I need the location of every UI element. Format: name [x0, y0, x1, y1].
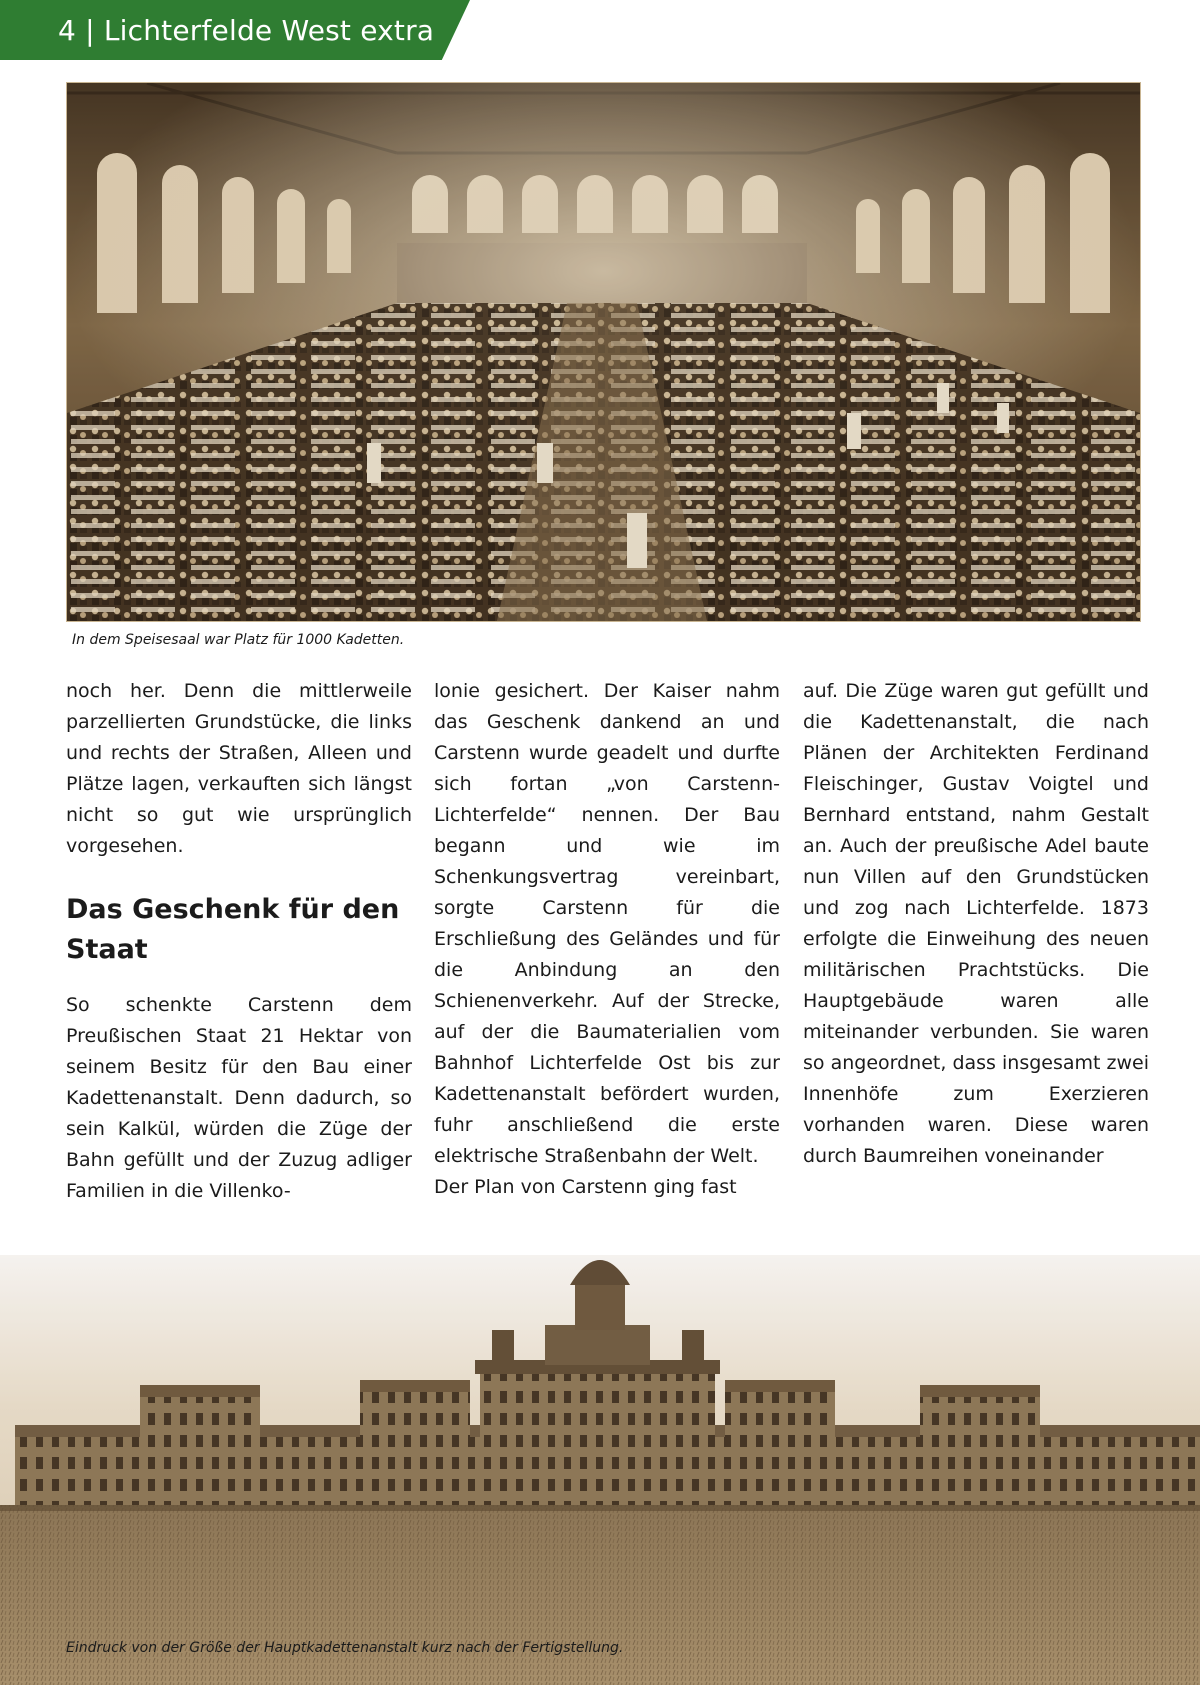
header-separator: | [76, 14, 104, 47]
article-column-2 [434, 676, 780, 1203]
section-title: Lichterfelde West extra [103, 14, 435, 47]
cadet-academy-illustration [0, 1255, 1200, 1685]
cadet-academy-caption: Eindruck von der Größe der Hauptkadettenanstalt kurz nach der Fertigstellung. [66, 1640, 624, 1656]
page-number: 4 [58, 14, 77, 47]
section-header [58, 14, 434, 47]
article-paragraph: lonie gesichert. Der Kaiser nahm das Geschenk dankend an und Carstenn wurde geadelt und durfte sich fortan „von Carstenn-Lichterfelde“ nennen. Der Bau begann und wie im Schenkungsvertrag vereinbart, sorgte Carstenn für die Erschließung des Geländes und für die Anbindung an den Schienenverkehr. Auf der Strecke, auf der die Baumaterialien vom Bahnhof Lichterfelde Ost bis zur Kadettenanstalt befördert wurden, fuhr anschließend die erste elektrische Straßenbahn der Welt. [434, 680, 780, 1167]
article-paragraph: Der Plan von Carstenn ging fast [434, 1176, 737, 1198]
dining-hall-caption: In dem Speisesaal war Platz für 1000 Kadetten. [72, 632, 405, 648]
article-subheading: Das Geschenk für den Staat [66, 894, 400, 965]
article-paragraph: So schenkte Carstenn dem Preußischen Staat 21 Hektar von seinem Besitz für den Bau einer Kadettenanstalt. Denn dadurch, so sein Kalkül, würden die Züge der Bahn gefüllt und der Zuzug adliger Familien in die Villenko- [66, 994, 412, 1202]
cadet-academy-photo [0, 1255, 1200, 1685]
article-column-3 [803, 676, 1149, 1172]
article-intro-paragraph: noch her. Denn die mittlerweile parzellierten Grundstücke, die links und rechts der Straßen, Alleen und Plätze lagen, verkauften sich längst nicht so gut wie ursprünglich vorgesehen. [66, 680, 412, 857]
dining-hall-photo [66, 82, 1141, 622]
article-column-1 [66, 676, 412, 1207]
dining-hall-illustration [67, 83, 1140, 621]
article-paragraph: auf. Die Züge waren gut gefüllt und die Kadettenanstalt, die nach Plänen der Architekten Ferdinand Fleischinger, Gustav Voigtel und Bernhard entstand, nahm Gestalt an. Auch der preußische Adel baute nun Villen auf den Grundstücken und zog nach Lichterfelde. 1873 erfolgte die Einweihung des neuen militärischen Prachtstücks. Die Hauptgebäude waren alle miteinander verbunden. Sie waren so angeordnet, dass insgesamt zwei Innenhöfe zum Exerzieren vorhanden waren. Diese waren durch Baumreihen voneinander [803, 680, 1149, 1167]
